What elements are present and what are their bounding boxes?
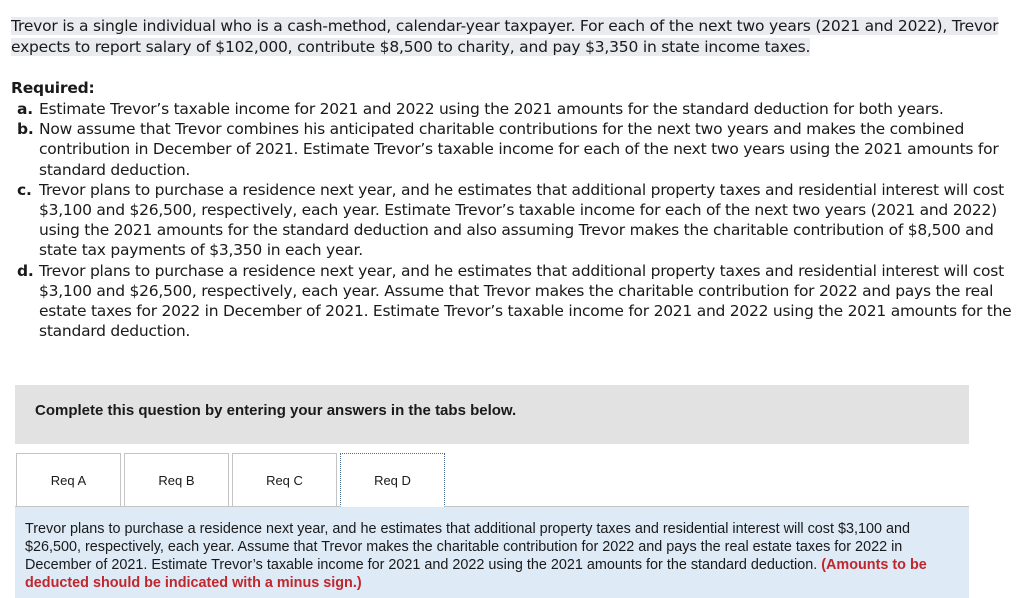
requirement-line: Trevor plans to purchase a residence next year, and he estimates that additional property taxes and residential interest will cost xyxy=(39,180,1004,199)
requirement-letter: c. xyxy=(17,180,32,199)
requirement-line: state tax payments of $3,350 in each year. xyxy=(39,241,363,260)
tab-req-b[interactable]: Req B xyxy=(124,453,229,507)
requirement-line: Now assume that Trevor combines his anticipated charitable contributions for the next two years and makes the combined xyxy=(39,120,965,139)
instruction-panel xyxy=(15,385,969,444)
requirement-line: standard deduction. xyxy=(39,322,191,341)
requirement-letter: d. xyxy=(17,261,34,280)
requirement-b xyxy=(11,119,1024,180)
tab-req-a[interactable]: Req A xyxy=(16,453,121,507)
answer-note: (Amounts to be deducted should be indicated with a minus sign.) xyxy=(25,557,927,591)
answer-prompt-text: Trevor plans to purchase a residence next year, and he estimates that additional property taxes and residential interest will cost $3,100 and $26,500, respectively, each year. Assume that Trevor makes the charitable contribution for 2022 and pays the real estate taxes for 2022 in December of 2021. Estimate Trevor’s taxable income for 2021 and 2022 using the 2021 amounts for the standard deduction. xyxy=(25,521,911,573)
requirement-line: standard deduction. xyxy=(39,160,191,179)
requirement-letter: a. xyxy=(17,100,33,118)
answer-prompt xyxy=(25,520,955,592)
intro-line-2: expects to report salary of $102,000, contribute $8,500 to charity, and pay $3,350 in state income taxes. xyxy=(11,38,811,56)
requirement-line: $3,100 and $26,500, respectively, each year. Assume that Trevor makes the charitable contribution for 2022 and pays the real xyxy=(39,281,994,300)
tab-req-d[interactable]: Req D xyxy=(340,453,445,507)
requirement-letter: b. xyxy=(17,120,34,139)
requirement-line: $3,100 and $26,500, respectively, each year. Estimate Trevor’s taxable income for each of the next two years (2021 and 2022) xyxy=(39,201,997,220)
problem-intro xyxy=(11,16,1024,58)
requirement-d xyxy=(11,261,1024,342)
requirement-line: Estimate Trevor’s taxable income for 2021 and 2022 using the 2021 amounts for the standard deduction for both years. xyxy=(39,100,944,118)
requirement-a xyxy=(11,99,1024,119)
requirement-c xyxy=(11,180,1024,261)
requirement-line: using the 2021 amounts for the standard deduction and also assuming Trevor makes the charitable contribution of $8,500 and xyxy=(39,221,994,240)
tab-req-c[interactable]: Req C xyxy=(232,453,337,507)
requirement-tabs xyxy=(16,453,448,507)
requirement-line: contribution in December of 2021. Estimate Trevor’s taxable income for each of the next two years using the 2021 amounts for xyxy=(39,140,999,159)
requirements-list xyxy=(11,99,1024,341)
answer-panel xyxy=(15,506,969,598)
requirement-line: estate taxes for 2022 in December of 2021. Estimate Trevor’s taxable income for 2021 and 2022 using the 2021 amounts for the xyxy=(39,302,1012,321)
requirement-line: Trevor plans to purchase a residence next year, and he estimates that additional property taxes and residential interest will cost xyxy=(39,261,1004,280)
required-heading: Required: xyxy=(11,79,95,97)
instruction-text: Complete this question by entering your answers in the tabs below. xyxy=(35,402,517,419)
intro-line-1: Trevor is a single individual who is a cash-method, calendar-year taxpayer. For each of the next two years (2021 and 2022), Trevor xyxy=(11,17,999,35)
